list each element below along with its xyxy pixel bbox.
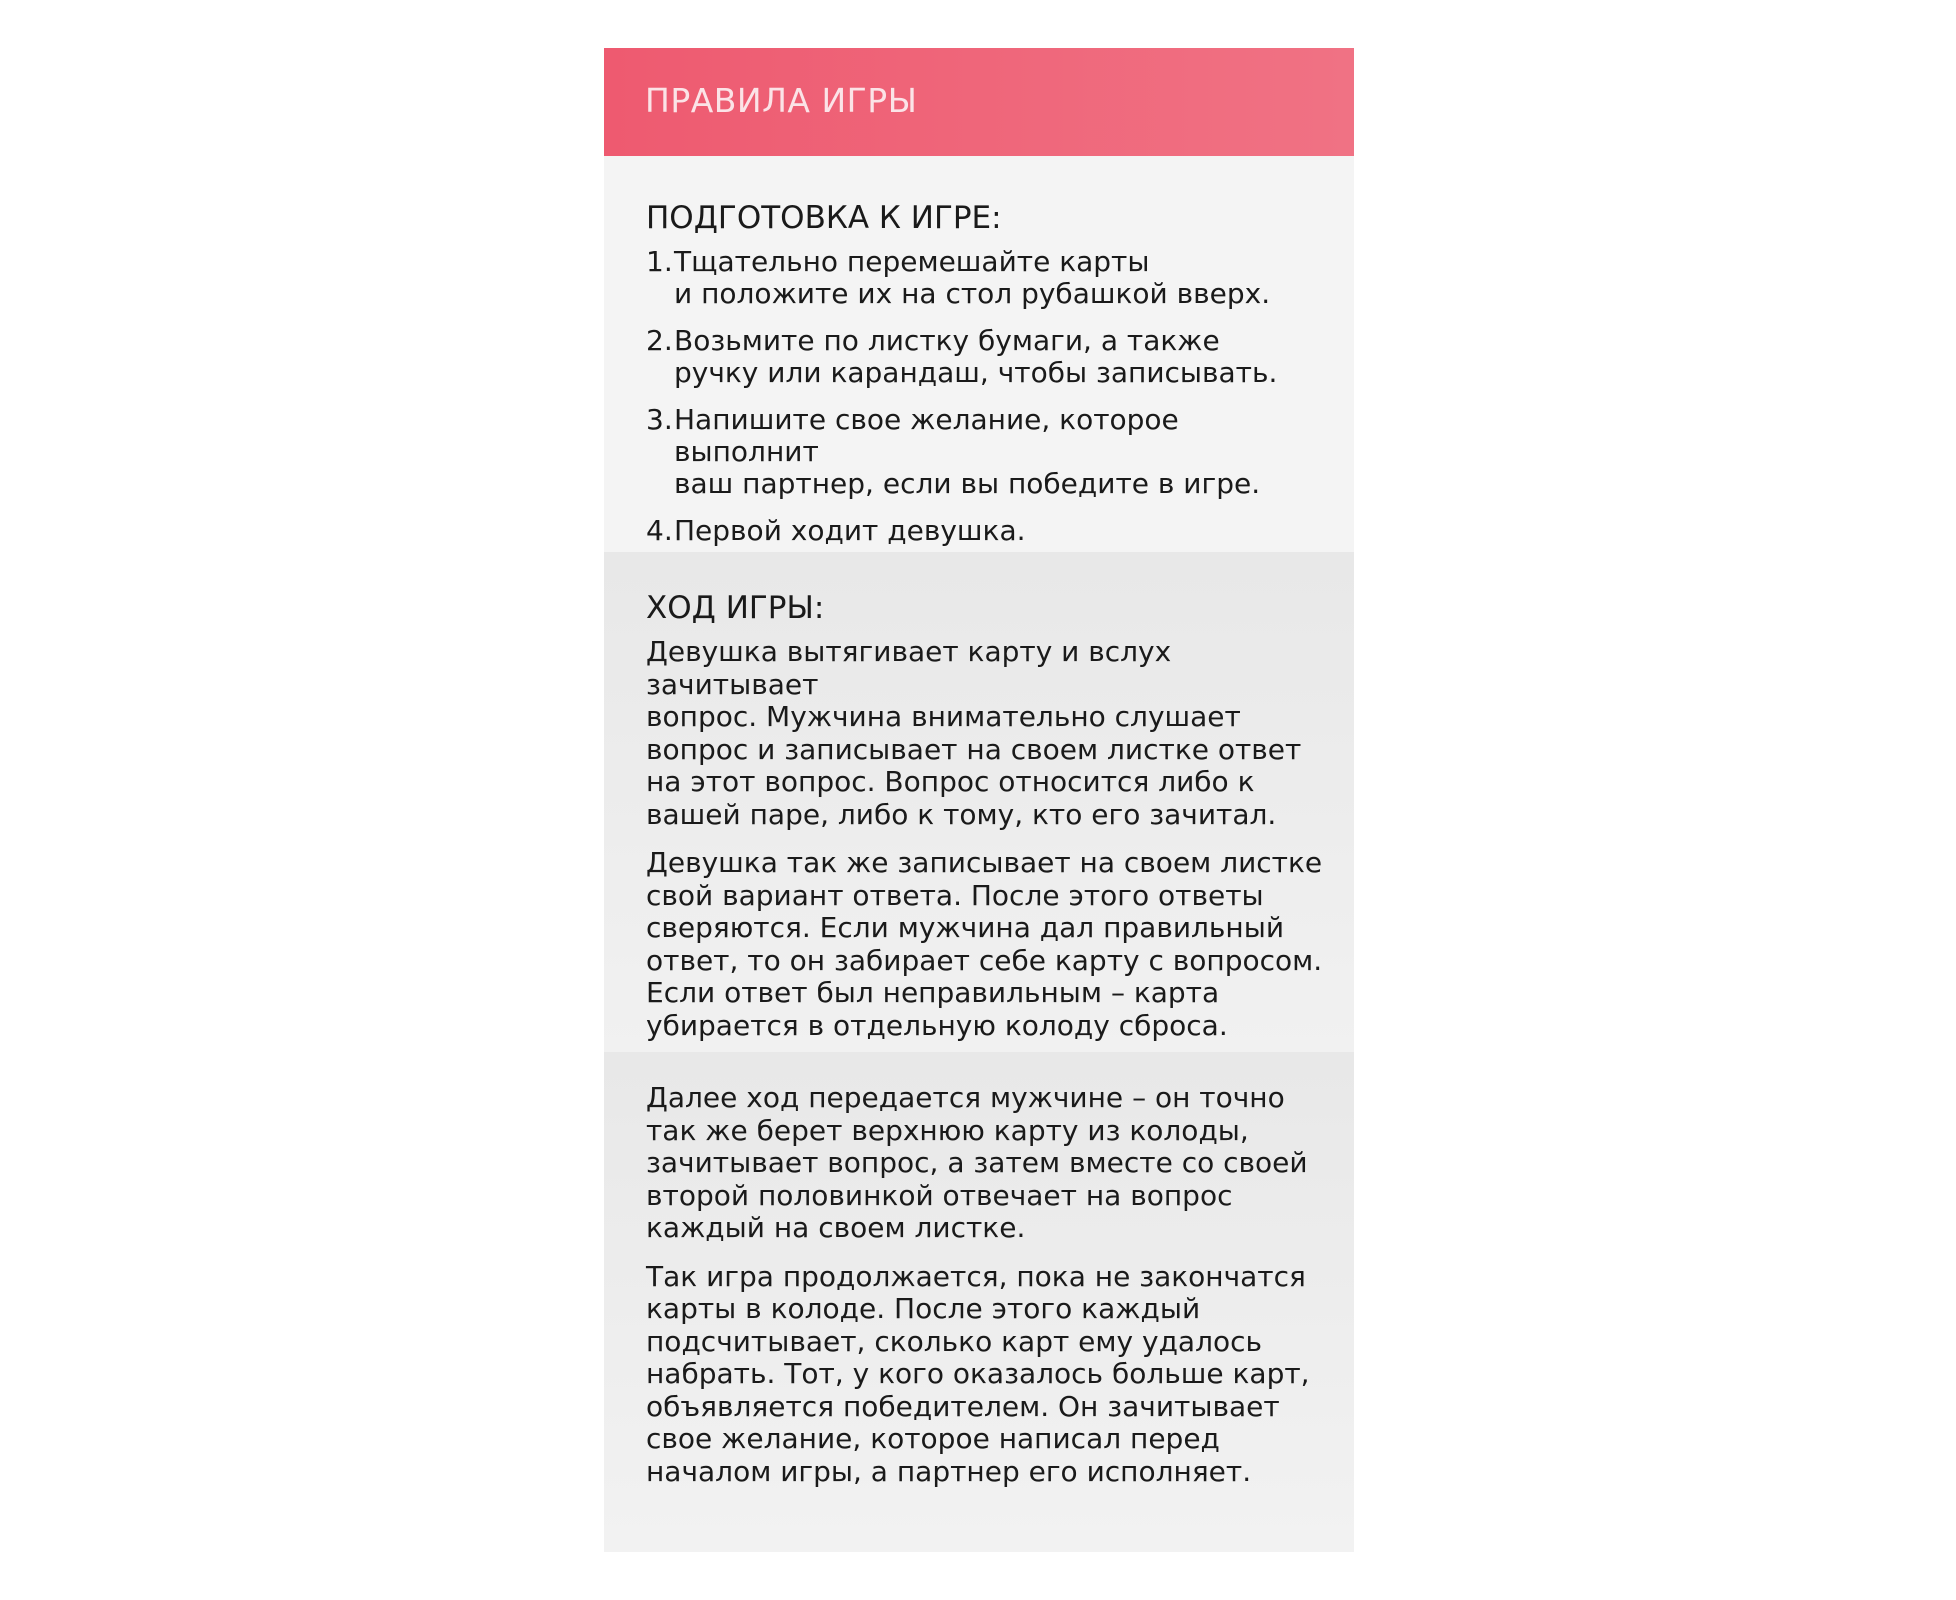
step-text: Первой ходит девушка.	[674, 514, 1026, 547]
preparation-list	[646, 246, 1326, 547]
gameplay-title: ХОД ИГРЫ:	[646, 590, 825, 626]
preparation-step	[646, 325, 1326, 389]
rules-card	[604, 48, 1354, 1552]
continuation-content	[646, 1082, 1326, 1504]
rules-title: ПРАВИЛА ИГРЫ	[645, 81, 918, 120]
continuation-paragraph: Так игра продолжается, пока не закончатся карты в колоде. После этого каждый подсчитывает, сколько карт ему удалось набрать. Тот, у кого оказалось больше карт, объявляется победителем. Он зачитывает свое желание, которое написал перед началом игры, а партнер его исполняет.	[646, 1259, 1310, 1488]
step-number: 3.	[646, 403, 673, 436]
preparation-step	[646, 404, 1326, 500]
continuation-paragraph: Далее ход передается мужчине – он точно так же берет верхнюю карту из колоды, зачитывает вопрос, а затем вместе со своей второй половинкой отвечает на вопрос каждый на своем листке.	[646, 1081, 1308, 1244]
step-number: 2.	[646, 324, 673, 357]
preparation-title: ПОДГОТОВКА К ИГРЕ:	[646, 200, 1002, 236]
step-text: Возьмите по листку бумаги, а также ручку или карандаш, чтобы записывать.	[674, 324, 1278, 389]
step-text: Напишите свое желание, которое выполнит ваш партнер, если вы победите в игре.	[674, 403, 1261, 500]
step-text: Тщательно перемешайте карты и положите их на стол рубашкой вверх.	[674, 245, 1271, 310]
step-number: 1.	[646, 245, 673, 278]
preparation-section	[604, 156, 1354, 600]
preparation-content	[646, 200, 1326, 562]
gameplay-paragraph: Девушка так же записывает на своем листке свой вариант ответа. После этого ответы сверяются. Если мужчина дал правильный ответ, то он забирает себе карту с вопросом. Если ответ был неправильным – карта убирается в отдельную колоду сброса.	[646, 846, 1323, 1042]
gameplay-paragraph: Девушка вытягивает карту и вслух зачитывает вопрос. Мужчина внимательно слушает вопрос и записывает на своем листке ответ на этот вопрос. Вопрос относится либо к вашей паре, либо к тому, кто его зачитал.	[646, 635, 1302, 831]
gameplay-content	[646, 590, 1326, 1058]
preparation-step	[646, 515, 1326, 547]
gameplay-section	[604, 552, 1354, 1052]
rules-header	[604, 48, 1354, 156]
step-number: 4.	[646, 514, 673, 547]
preparation-step	[646, 246, 1326, 310]
continuation-section	[604, 1052, 1354, 1552]
